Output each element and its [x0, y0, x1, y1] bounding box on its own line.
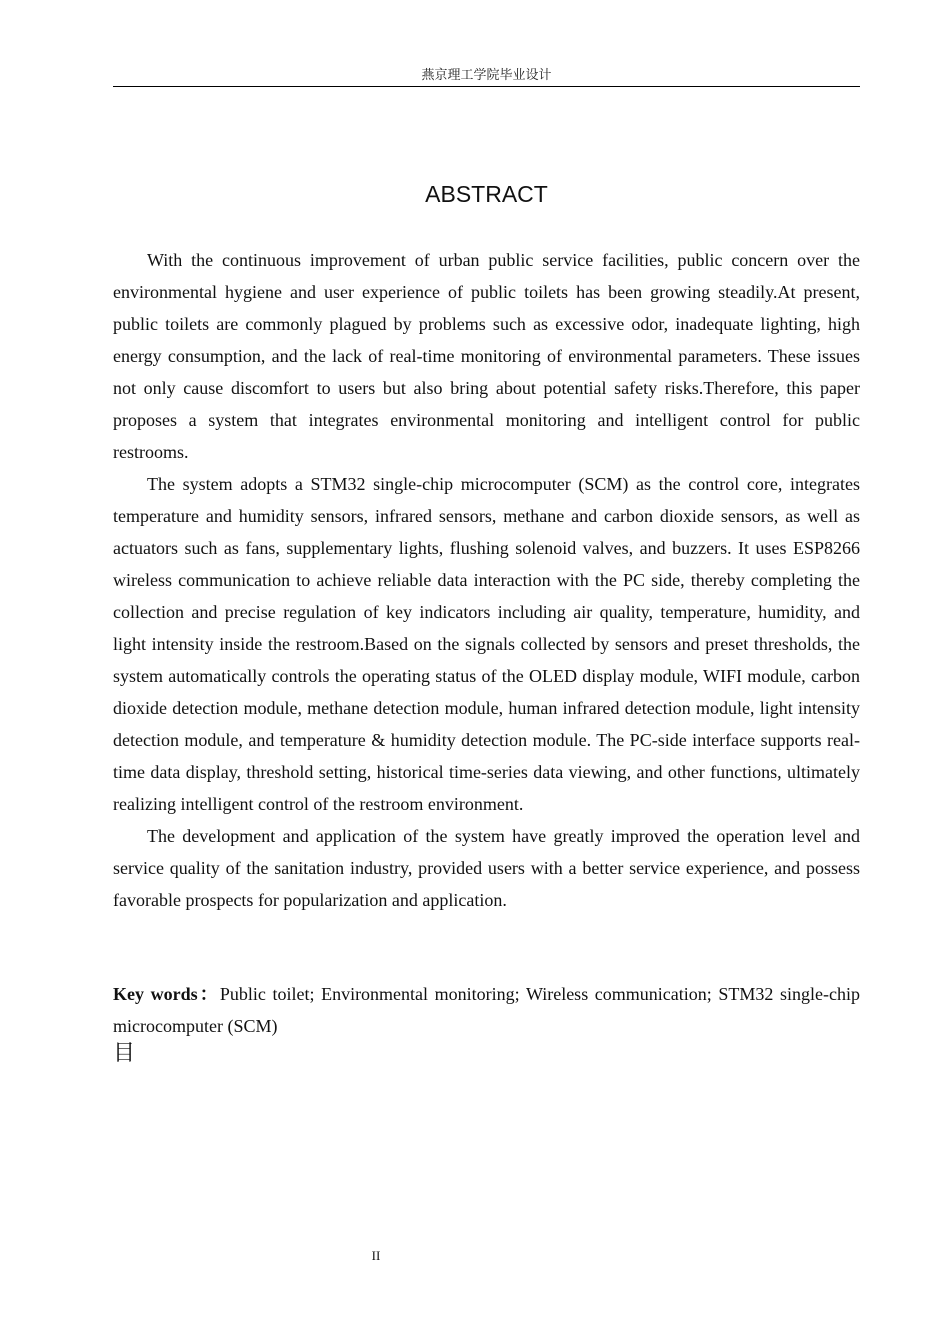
page-number: II	[371, 1248, 381, 1263]
abstract-paragraph: The system adopts a STM32 single-chip microcomputer (SCM) as the control core, integrates temperature and humidity sensors, infrared sensors, methane and carbon dioxide sensors, as well as actuators such as fans, supplementary lights, flushing solenoid valves, and buzzers. It uses ESP8266 wireless communication to achieve reliable data interaction with the PC side, thereby completing the collection and precise regulation of key indicators including air quality, temperature, humidity, and light intensity inside the restroom.Based on the signals collected by sensors and preset thresholds, the system automatically controls the operating status of the OLED display module, WIFI module, carbon dioxide detection module, methane detection module, human infrared detection module, light intensity detection module, and temperature & humidity detection module. The PC-side interface supports real-time data display, threshold setting, historical time-series data viewing, and other functions, ultimately realizing intelligent control of the restroom environment.	[113, 474, 860, 814]
keywords	[113, 978, 860, 1042]
abstract-paragraph: The development and application of the system have greatly improved the operation level and service quality of the sanitation industry, provided users with a better service experience, and possess favorable prospects for popularization and application.	[113, 826, 860, 910]
keywords-label: Key words：	[113, 984, 220, 1004]
page-header	[113, 66, 860, 87]
abstract-title: ABSTRACT	[425, 181, 548, 207]
keywords-text: Public toilet; Environmental monitoring; Wireless communication; STM32 single-chip microcomputer (SCM)	[113, 984, 861, 1036]
toc-heading-fragment: 目	[113, 1041, 136, 1066]
abstract-body	[113, 244, 860, 916]
abstract-paragraph: With the continuous improvement of urban public service facilities, public concern over the environmental hygiene and user experience of public toilets has been growing steadily.At present, public toilets are commonly plagued by problems such as excessive odor, inadequate lighting, high energy consumption, and the lack of real-time monitoring of environmental parameters. These issues not only cause discomfort to users but also bring about potential safety risks.Therefore, this paper proposes a system that integrates environmental monitoring and intelligent control for public restrooms.	[113, 250, 860, 462]
running-title: 燕京理工学院毕业设计	[421, 68, 552, 83]
